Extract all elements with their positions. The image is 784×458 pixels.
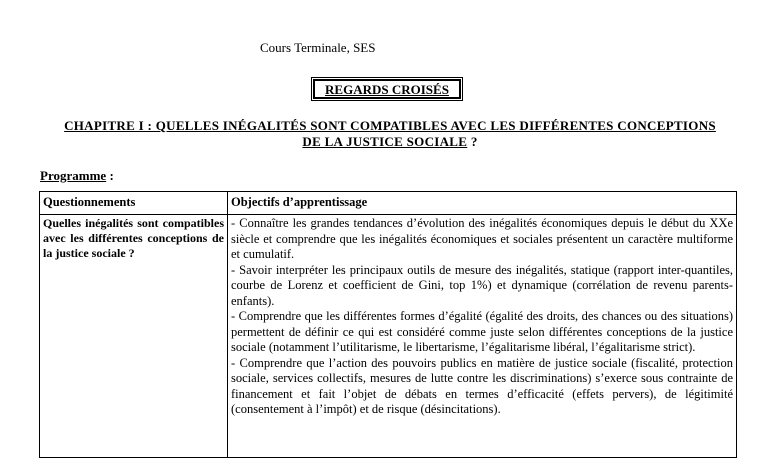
column-header-questions: Questionnements — [40, 192, 228, 215]
objective-item: - Savoir interpréter les principaux outils de mesure des inégalités, statique (rapport inter-quantiles, courbe de Lorenz et coefficient de Gini, top 1%) et dynamique (corrélation de revenu parents-enfants). — [231, 262, 733, 308]
course-label: Cours Terminale, SES — [260, 40, 376, 55]
objective-item: - Connaître les grandes tendances d’évolution des inégalités économiques depuis le début du XXe siècle et comprendre que les inégalités économiques et sociales présentent un caractère multiforme et cumulatif. — [231, 216, 733, 261]
objective-item: - Comprendre que les différentes formes d’égalité (égalité des droits, des chances ou des situations) permettent de définir ce qui est considéré comme juste selon différentes conceptions de la justice sociale (notamment l’utilitarisme, le libertarisme, l’égalitarisme libéral, l’égalitarisme strict). — [231, 309, 733, 354]
question-cell: Quelles inégalités sont compatibles avec les différentes conceptions de la justice sociale ? — [40, 215, 228, 458]
objectives-cell — [228, 215, 737, 458]
programme-label: Programme — [40, 168, 107, 183]
objective-item: - Comprendre que l’action des pouvoirs publics en matière de justice sociale (fiscalité, protection sociale, services collectifs, mesures de lutte contre les discriminations) s’exerce sous contrainte de financement et fait l’objet de débats en termes d’efficacité (effets pervers), de légitimité (consentement à l’impôt) et de risque (désincitations). — [231, 355, 733, 416]
chapter-title-text: CHAPITRE I : QUELLES INÉGALITÉS SONT COMPATIBLES AVEC LES DIFFÉRENTES CONCEPTIONS DE LA JUSTICE SOCIALE — [64, 118, 716, 149]
programme-heading — [40, 168, 114, 184]
chapter-title — [60, 118, 720, 150]
programme-table — [39, 191, 737, 458]
table-row — [40, 215, 737, 458]
section-title-box: REGARDS CROISÉS — [313, 79, 461, 99]
programme-label-suffix: : — [106, 168, 114, 183]
chapter-title-suffix: ? — [467, 134, 478, 149]
table-header-row — [40, 192, 737, 215]
column-header-objectives: Objectifs d’apprentissage — [228, 192, 737, 215]
